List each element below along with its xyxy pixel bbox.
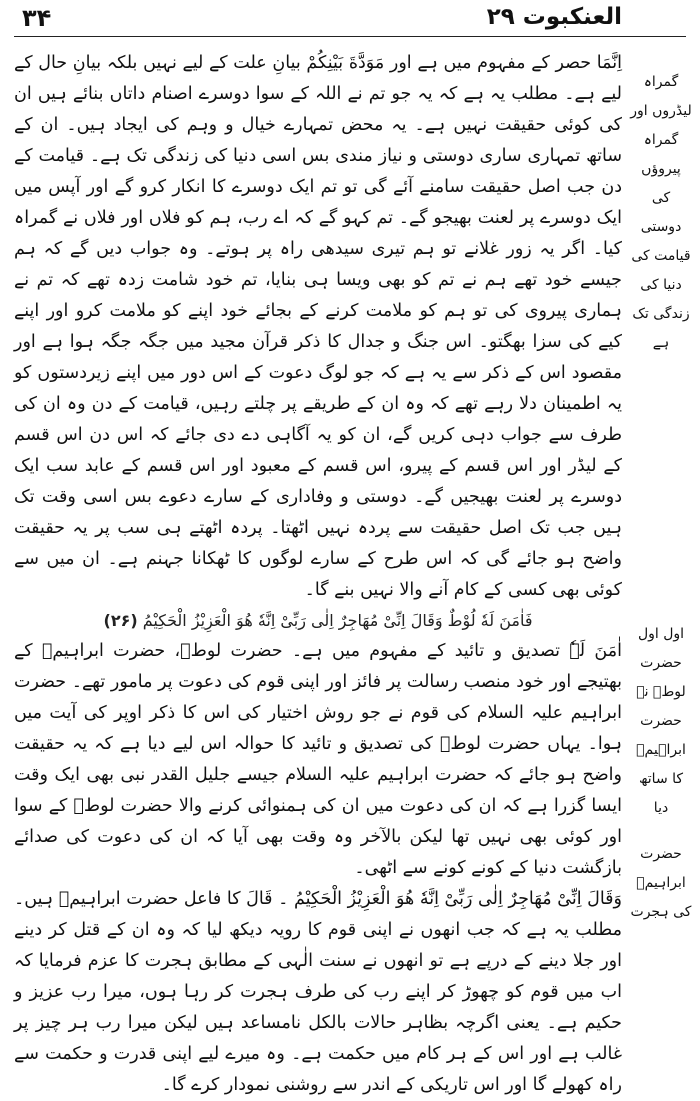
verse-reference: (۲۶) [103, 611, 138, 630]
side-note-misguided-leaders: گمراہ لیڈروں اور گمراہ پیروؤں کی دوستی قیامت کی دنیا کی زندگی تک ہے [630, 74, 692, 351]
commentary-paragraph-2: اٰمَنَ لَہٗ تصدیق و تائید کے مفہوم میں ہے۔ حضرت لوطؑ، حضرت ابراہیمؑ کے بھتیجے اور خود منصب رسالت پر فائز اور اپنی قوم کی دعوت پر مامور تھے۔ حضرت ابراہیم علیہ السلام کی قوم نے جو روش اختیار کی اس کا ذکر اوپر کی آیت میں ہوا۔ یہاں حضرت لوطؑ کی تصدیق و تائید کا حوالہ اس لیے دیا ہے کہ یہ حقیقت واضح ہو جائے کہ حضرت ابراہیم علیہ السلام جیسے جلیل القدر نبی بھی ایک وقت ایسا گزرا ہے کہ ان کی دعوت میں ان کی ہمنوائی کرنے والا حضرت لوطؑ کے سوا اور کوئی بھی نہیں تھا لیکن بالآخر وہ وقت بھی آیا کہ ان کی دعوت کی صدائے بازگشت دنیا کے کونے کونے سے اٹھی۔ [14, 641, 622, 878]
quran-verse [14, 608, 622, 634]
commentary-paragraph-1: اِنَّمَا حصر کے مفہوم میں ہے اور مَوَدَّةَ بَیْنِکُمْ بیانِ علت کے لیے نہیں بلکہ بیانِ حال کے لیے ہے۔ مطلب یہ ہے کہ یہ جو تم نے اللہ کے سوا دوسرے اصنام داتاں بنائے ہیں ان کی کوئی حقیقت نہیں ہے۔ یہ محض تمہارے خیال و وہم کی ایجاد ہیں۔ ان کے ساتھ تمہاری ساری دوستی و نیاز مندی بس اسی دنیا کی زندگی تک ہے۔ قیامت کے دن جب اصل حقیقت سامنے آئے گی تو تم ایک دوسرے کا انکار کرو گے اور آپس میں ایک دوسرے پر لعنت بھیجو گے۔ تم کہو گے کہ اے رب، ہم کو فلاں اور فلاں نے گمراہ کیا۔ اگر یہ زور غلانے تو ہم تیری سیدھی راہ پر ہوتے۔ وہ جواب دیں گے کہ ہم جیسے خود تھے ہم نے تم کو بھی ویسا ہی بنایا، تم خود شامت زدہ تھے کہ تم نے ہماری پیروی کی تو ہم کو ملامت کرنے کے بجائے خود اپنے کو ملامت کرو اور اپنے کیے کی سزا بھگتو۔ اس جنگ و جدال کا ذکر قرآن مجید میں جگہ جگہ ہوا ہے اور مقصود اس کے ذکر سے یہ ہے کہ جو لوگ دعوت کے اس دور میں اپنے زیردستوں کو یہ اطمینان دلا رہے تھے کہ وہ ان کے طریقے پر چلتے رہیں، قیامت کے دن وہ ان کی طرف سے جواب دہی کریں گے، ان کو یہ آگاہی دے دی جائے کہ اس دن اس قسم کے لیڈر اور اس قسم کے پیرو، اس قسم کے معبود اور اس قسم کے عابد سب ایک دوسرے پر لعنت بھیجیں گے۔ دوستی و وفاداری کے سارے دعوے بس اسی وقت تک ہیں جب تک اصل حقیقت سے پردہ نہیں اٹھتا۔ پردہ اٹھتے ہی سب پر یہ حقیقت واضح ہو جائے گی کہ اس طرح کے سارے لوگوں کا ٹھکانا جہنم ہے۔ ان میں سے کوئی بھی کسی کے کام آنے والا نہیں بنے گا۔ [14, 53, 622, 600]
page-number: ۳۴ [22, 4, 52, 32]
commentary-paragraph-3: وَقَالَ اِنِّیْ مُهَاجِرٌ اِلٰی رَبِّیْ اِنَّهٗ هُوَ الْعَزِیْزُ الْحَكِیْمُ ۔ قَالَ کا فاعل حضرت ابراہیمؑ ہیں۔ مطلب یہ ہے کہ جب انھوں نے اپنی قوم کا رویہ دیکھ لیا کہ وہ ان کے قتل کر دینے اور جلا دینے کے درپے ہے تو انھوں نے سنت الٰہی کے مطابق ہجرت کا عزم فرمایا کہ اب میں قوم کو چھوڑ کر اپنے رب کی طرف ہجرت کر رہا ہوں، میرا رب عزیز و حکیم ہے۔ یعنی اگرچہ بظاہر حالات بالکل نامساعد ہیں لیکن میرا رب ہر چیز پر غالب ہے اور اس کے ہر کام میں حکمت ہے۔ وہ میرے لیے اپنی قدرت و حکمت سے راہ کھولے گا اور اس تاریکی کے اندر سے روشنی نمودار کرے گا۔ [14, 889, 622, 1095]
header-rule [14, 36, 686, 37]
verse-text: فَاٰمَنَ لَهٗ لُوْطٌ وَقَالَ اِنِّیْ مُهَاجِرٌ اِلٰی رَبِّیْ اِنَّهٗ هُوَ الْعَزِیْزُ الْحَكِیْمُ [142, 611, 533, 630]
side-note-ibrahim-migration: حضرت ابراہیمؑ کی ہجرت [630, 846, 692, 920]
page-header [0, 0, 700, 36]
commentary-body [14, 48, 622, 1101]
side-note-lut-supported-ibrahim: اول اول حضرت لوطؑ نے حضرت ابراہیمؑ کا ساتھ دیا [636, 626, 686, 816]
surah-title: العنکبوت ۲۹ [486, 4, 622, 30]
